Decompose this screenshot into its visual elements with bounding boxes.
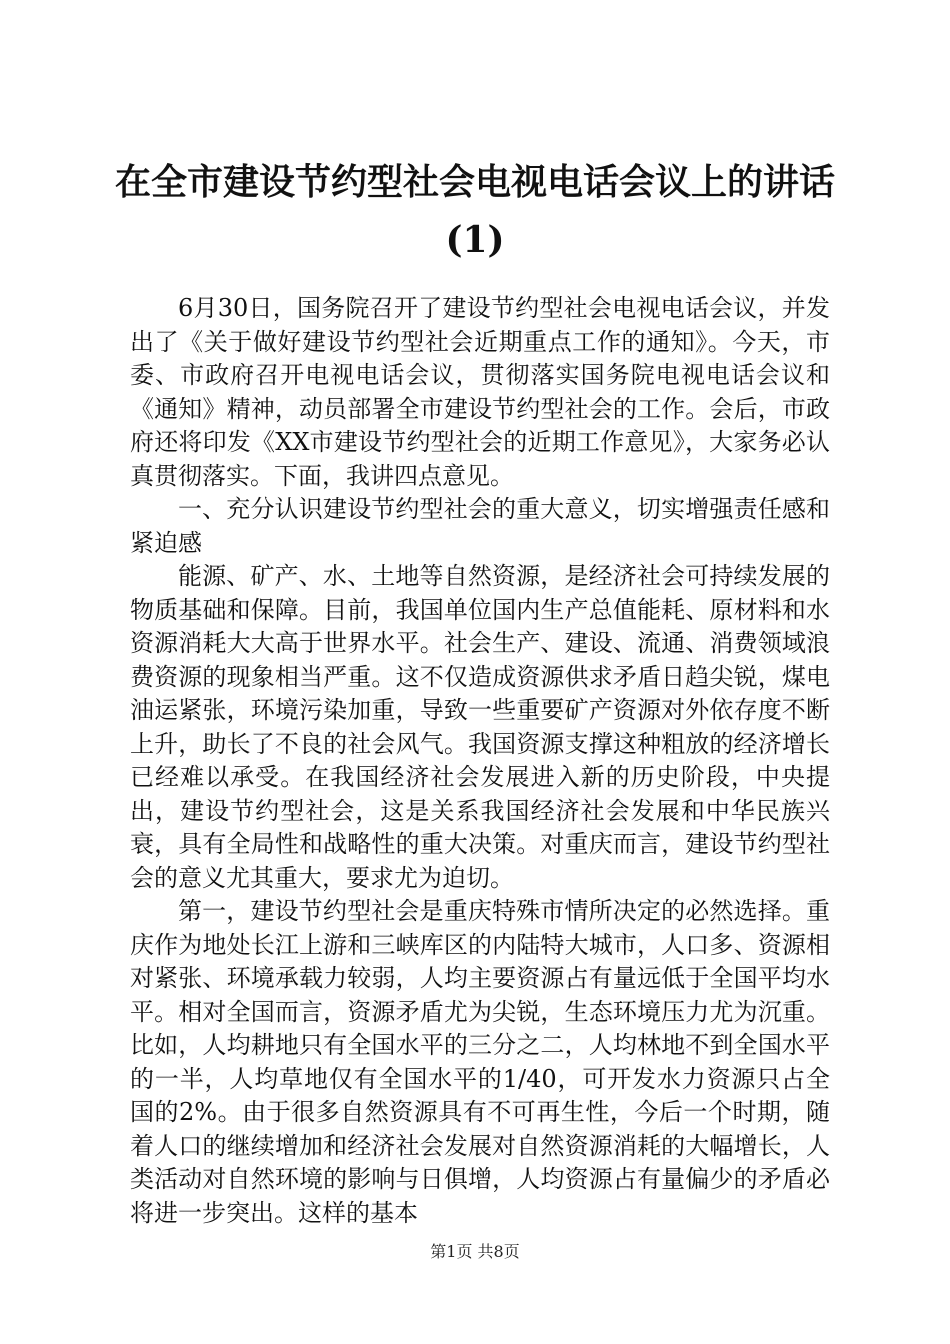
- paragraph-first-point: 第一，建设节约型社会是重庆特殊市情所决定的必然选择。重庆作为地处长江上游和三峡库区的内陆特大城市，人口多、资源相对紧张、环境承载力较弱，人均主要资源占有量远低于全国平均水平。相对全国而言，资源矛盾尤为尖锐，生态环境压力尤为沉重。比如，人均耕地只有全国水平的三分之二，人均林地不到全国水平的一半，人均草地仅有全国水平的1/40，可开发水力资源只占全国的2%。由于很多自然资源具有不可再生性，今后一个时期，随着人口的继续增加和经济社会发展对自然资源消耗的大幅增长，人类活动对自然环境的影响与日俱增，人均资源占有量偏少的矛盾必将进一步突出。这样的基本: [130, 897, 830, 1227]
- paragraph-resources: 能源、矿产、水、土地等自然资源，是经济社会可持续发展的物质基础和保障。目前，我国单位国内生产总值能耗、原材料和水资源消耗大大高于世界水平。社会生产、建设、流通、消费领域浪费资源的现象相当严重。这不仅造成资源供求矛盾日趋尖锐，煤电油运紧张，环境污染加重，导致一些重要矿产资源对外依存度不断上升，助长了不良的社会风气。我国资源支撑这种粗放的经济增长已经难以承受。在我国经济社会发展进入新的历史阶段，中央提出，建设节约型社会，这是关系我国经济社会发展和中华民族兴衰，具有全局性和战略性的重大决策。对重庆而言，建设节约型社会的意义尤其重大，要求尤为迫切。: [130, 562, 830, 892]
- paragraph-intro: 6月30日，国务院召开了建设节约型社会电视电话会议，并发出了《关于做好建设节约型社会近期重点工作的通知》。今天，市委、市政府召开电视电话会议，贯彻落实国务院电视电话会议和《通知》精神，动员部署全市建设节约型社会的工作。会后，市政府还将印发《XX市建设节约型社会的近期工作意见》，大家务必认真贯彻落实。下面，我讲四点意见。: [130, 294, 830, 490]
- document-body: [130, 292, 830, 1230]
- section-heading-1: 一、充分认识建设节约型社会的重大意义，切实增强责任感和紧迫感: [130, 495, 830, 557]
- page-number-footer: 第1页 共8页: [430, 1242, 520, 1261]
- document-title-suffix: (1): [445, 219, 505, 261]
- document-title: 在全市建设节约型社会电视电话会议上的讲话: [114, 161, 835, 203]
